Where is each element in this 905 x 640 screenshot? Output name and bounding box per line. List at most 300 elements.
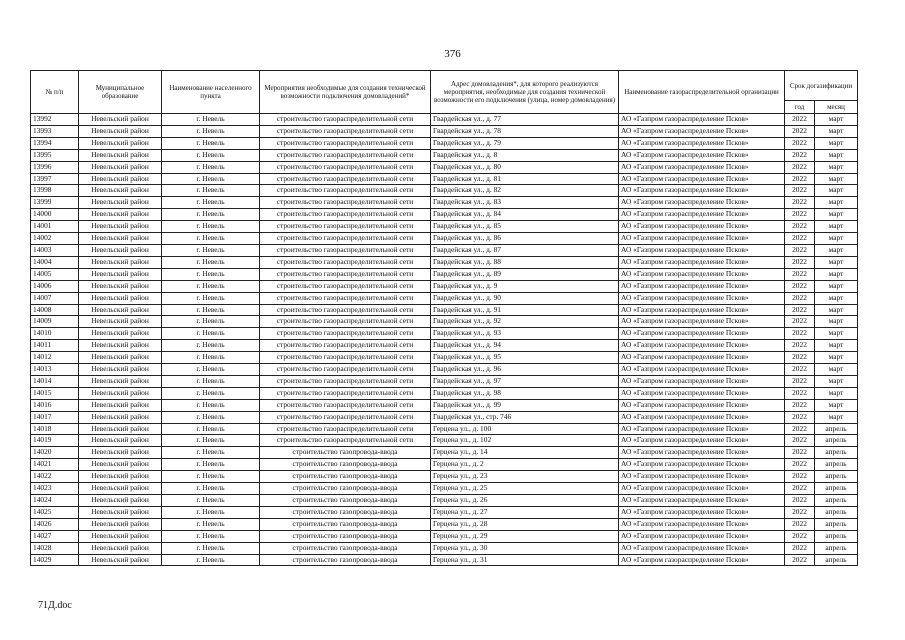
- table-row: [31, 149, 858, 161]
- cell-num: 13996: [31, 161, 79, 173]
- header-num: № п/п: [31, 71, 79, 114]
- cell-address: Гвардейская ул., д. 78: [431, 125, 619, 137]
- cell-locality: г. Невель: [162, 554, 260, 566]
- table-row: [31, 221, 858, 233]
- cell-activity: строительство газораспределительной сети: [260, 256, 431, 268]
- cell-address: Герцена ул., д. 102: [431, 435, 619, 447]
- cell-num: 14003: [31, 244, 79, 256]
- cell-municipality: Невельский район: [79, 209, 162, 221]
- header-locality: Наименование населенного пункта: [162, 71, 260, 114]
- cell-organization: АО «Газпром газораспределение Псков»: [619, 185, 785, 197]
- cell-municipality: Невельский район: [79, 530, 162, 542]
- cell-activity: строительство газораспределительной сети: [260, 352, 431, 364]
- cell-activity: строительство газораспределительной сети: [260, 375, 431, 387]
- cell-organization: АО «Газпром газораспределение Псков»: [619, 435, 785, 447]
- cell-address: Гвардейская ул., д. 79: [431, 137, 619, 149]
- cell-municipality: Невельский район: [79, 233, 162, 245]
- cell-num: 13997: [31, 173, 79, 185]
- table-row: [31, 185, 858, 197]
- cell-address: Герцена ул., д. 28: [431, 518, 619, 530]
- cell-num: 14002: [31, 233, 79, 245]
- cell-num: 14008: [31, 304, 79, 316]
- cell-activity: строительство газораспределительной сети: [260, 197, 431, 209]
- cell-num: 14025: [31, 506, 79, 518]
- table-row: [31, 173, 858, 185]
- gasification-table: [30, 70, 858, 566]
- cell-organization: АО «Газпром газораспределение Псков»: [619, 542, 785, 554]
- cell-municipality: Невельский район: [79, 304, 162, 316]
- header-municipality: Муниципальное образование: [79, 71, 162, 114]
- cell-num: 14014: [31, 375, 79, 387]
- cell-activity: строительство газораспределительной сети: [260, 423, 431, 435]
- cell-organization: АО «Газпром газораспределение Псков»: [619, 399, 785, 411]
- cell-municipality: Невельский район: [79, 471, 162, 483]
- cell-month: март: [815, 233, 858, 245]
- cell-year: 2022: [785, 506, 815, 518]
- cell-activity: строительство газораспределительной сети: [260, 137, 431, 149]
- cell-activity: строительство газораспределительной сети: [260, 435, 431, 447]
- cell-locality: г. Невель: [162, 292, 260, 304]
- cell-municipality: Невельский район: [79, 292, 162, 304]
- cell-activity: строительство газопровода-ввода: [260, 471, 431, 483]
- cell-address: Гвардейская ул., д. 94: [431, 340, 619, 352]
- cell-locality: г. Невель: [162, 125, 260, 137]
- cell-address: Гвардейская ул., д. 8: [431, 149, 619, 161]
- table-row: [31, 197, 858, 209]
- cell-month: март: [815, 292, 858, 304]
- cell-locality: г. Невель: [162, 471, 260, 483]
- cell-num: 14018: [31, 423, 79, 435]
- cell-year: 2022: [785, 292, 815, 304]
- cell-year: 2022: [785, 471, 815, 483]
- cell-num: 14019: [31, 435, 79, 447]
- table-row: [31, 411, 858, 423]
- cell-num: 14010: [31, 328, 79, 340]
- table-row: [31, 316, 858, 328]
- cell-locality: г. Невель: [162, 495, 260, 507]
- cell-address: Гвардейская ул., д. 97: [431, 375, 619, 387]
- cell-address: Герцена ул., д. 29: [431, 530, 619, 542]
- cell-year: 2022: [785, 197, 815, 209]
- cell-locality: г. Невель: [162, 304, 260, 316]
- cell-year: 2022: [785, 352, 815, 364]
- cell-num: 14020: [31, 447, 79, 459]
- cell-month: март: [815, 137, 858, 149]
- cell-address: Гвардейская ул., д. 85: [431, 221, 619, 233]
- table-row: [31, 447, 858, 459]
- cell-address: Гвардейская ул., д. 92: [431, 316, 619, 328]
- cell-address: Гвардейская ул., д. 98: [431, 387, 619, 399]
- cell-activity: строительство газопровода-ввода: [260, 554, 431, 566]
- cell-activity: строительство газопровода-ввода: [260, 483, 431, 495]
- table-row: [31, 399, 858, 411]
- cell-locality: г. Невель: [162, 340, 260, 352]
- cell-num: 14011: [31, 340, 79, 352]
- cell-locality: г. Невель: [162, 530, 260, 542]
- header-activity: Мероприятия необходимые для создания технической возможности подключения домовладений*: [260, 71, 431, 114]
- cell-address: Гвардейская ул., д. 93: [431, 328, 619, 340]
- table-row: [31, 530, 858, 542]
- cell-num: 14021: [31, 459, 79, 471]
- cell-municipality: Невельский район: [79, 125, 162, 137]
- cell-year: 2022: [785, 244, 815, 256]
- cell-activity: строительство газораспределительной сети: [260, 268, 431, 280]
- cell-municipality: Невельский район: [79, 387, 162, 399]
- cell-num: 13999: [31, 197, 79, 209]
- cell-municipality: Невельский район: [79, 340, 162, 352]
- cell-month: апрель: [815, 471, 858, 483]
- table-row: [31, 364, 858, 376]
- cell-num: 14027: [31, 530, 79, 542]
- cell-address: Гвардейская ул., стр. 746: [431, 411, 619, 423]
- cell-num: 14022: [31, 471, 79, 483]
- cell-year: 2022: [785, 221, 815, 233]
- cell-locality: г. Невель: [162, 447, 260, 459]
- table-header: [31, 71, 858, 114]
- cell-year: 2022: [785, 435, 815, 447]
- cell-locality: г. Невель: [162, 114, 260, 126]
- page-number: 376: [444, 48, 461, 60]
- cell-month: апрель: [815, 506, 858, 518]
- cell-organization: АО «Газпром газораспределение Псков»: [619, 518, 785, 530]
- cell-year: 2022: [785, 233, 815, 245]
- cell-month: март: [815, 399, 858, 411]
- cell-municipality: Невельский район: [79, 399, 162, 411]
- cell-month: март: [815, 185, 858, 197]
- cell-municipality: Невельский район: [79, 554, 162, 566]
- cell-activity: строительство газораспределительной сети: [260, 149, 431, 161]
- cell-month: март: [815, 316, 858, 328]
- cell-num: 14012: [31, 352, 79, 364]
- cell-municipality: Невельский район: [79, 197, 162, 209]
- cell-address: Гвардейская ул., д. 77: [431, 114, 619, 126]
- cell-year: 2022: [785, 173, 815, 185]
- cell-activity: строительство газопровода-ввода: [260, 518, 431, 530]
- cell-num: 14013: [31, 364, 79, 376]
- cell-year: 2022: [785, 542, 815, 554]
- cell-municipality: Невельский район: [79, 483, 162, 495]
- cell-activity: строительство газопровода-ввода: [260, 530, 431, 542]
- cell-num: 14015: [31, 387, 79, 399]
- cell-year: 2022: [785, 340, 815, 352]
- cell-activity: строительство газораспределительной сети: [260, 340, 431, 352]
- table-row: [31, 137, 858, 149]
- cell-num: 14001: [31, 221, 79, 233]
- cell-municipality: Невельский район: [79, 244, 162, 256]
- cell-month: март: [815, 256, 858, 268]
- cell-organization: АО «Газпром газораспределение Псков»: [619, 530, 785, 542]
- table-row: [31, 114, 858, 126]
- cell-municipality: Невельский район: [79, 459, 162, 471]
- footer-filename: 71Д.doc: [38, 600, 72, 611]
- cell-year: 2022: [785, 423, 815, 435]
- cell-organization: АО «Газпром газораспределение Псков»: [619, 483, 785, 495]
- cell-municipality: Невельский район: [79, 185, 162, 197]
- cell-month: март: [815, 268, 858, 280]
- cell-locality: г. Невель: [162, 268, 260, 280]
- cell-locality: г. Невель: [162, 435, 260, 447]
- cell-organization: АО «Газпром газораспределение Псков»: [619, 411, 785, 423]
- table-row: [31, 506, 858, 518]
- cell-month: март: [815, 352, 858, 364]
- cell-activity: строительство газораспределительной сети: [260, 221, 431, 233]
- cell-organization: АО «Газпром газораспределение Псков»: [619, 280, 785, 292]
- cell-locality: г. Невель: [162, 542, 260, 554]
- cell-address: Гвардейская ул., д. 90: [431, 292, 619, 304]
- cell-month: март: [815, 161, 858, 173]
- table-row: [31, 375, 858, 387]
- cell-organization: АО «Газпром газораспределение Псков»: [619, 316, 785, 328]
- cell-organization: АО «Газпром газораспределение Псков»: [619, 495, 785, 507]
- header-address: Адрес домовладения*, для которого реализуются мероприятия, необходимые для создания технической возможности его подключения (улица, номер домовладения): [431, 71, 619, 114]
- cell-month: март: [815, 364, 858, 376]
- cell-activity: строительство газопровода-ввода: [260, 506, 431, 518]
- cell-year: 2022: [785, 114, 815, 126]
- cell-organization: АО «Газпром газораспределение Псков»: [619, 304, 785, 316]
- cell-activity: строительство газораспределительной сети: [260, 399, 431, 411]
- cell-month: март: [815, 114, 858, 126]
- cell-locality: г. Невель: [162, 233, 260, 245]
- cell-organization: АО «Газпром газораспределение Псков»: [619, 471, 785, 483]
- cell-activity: строительство газораспределительной сети: [260, 364, 431, 376]
- cell-num: 14005: [31, 268, 79, 280]
- cell-year: 2022: [785, 125, 815, 137]
- cell-locality: г. Невель: [162, 185, 260, 197]
- cell-year: 2022: [785, 495, 815, 507]
- cell-year: 2022: [785, 554, 815, 566]
- cell-organization: АО «Газпром газораспределение Псков»: [619, 364, 785, 376]
- cell-municipality: Невельский район: [79, 280, 162, 292]
- cell-organization: АО «Газпром газораспределение Псков»: [619, 352, 785, 364]
- cell-year: 2022: [785, 364, 815, 376]
- table-row: [31, 209, 858, 221]
- cell-year: 2022: [785, 518, 815, 530]
- cell-year: 2022: [785, 399, 815, 411]
- cell-organization: АО «Газпром газораспределение Псков»: [619, 375, 785, 387]
- cell-activity: строительство газопровода-ввода: [260, 459, 431, 471]
- cell-address: Герцена ул., д. 100: [431, 423, 619, 435]
- cell-address: Гвардейская ул., д. 86: [431, 233, 619, 245]
- cell-month: апрель: [815, 554, 858, 566]
- cell-address: Герцена ул., д. 30: [431, 542, 619, 554]
- cell-municipality: Невельский район: [79, 506, 162, 518]
- cell-municipality: Невельский район: [79, 221, 162, 233]
- cell-month: март: [815, 340, 858, 352]
- table-row: [31, 304, 858, 316]
- cell-municipality: Невельский район: [79, 328, 162, 340]
- cell-month: апрель: [815, 483, 858, 495]
- cell-num: 14004: [31, 256, 79, 268]
- cell-month: март: [815, 197, 858, 209]
- cell-municipality: Невельский район: [79, 137, 162, 149]
- cell-activity: строительство газораспределительной сети: [260, 280, 431, 292]
- cell-organization: АО «Газпром газораспределение Псков»: [619, 197, 785, 209]
- cell-organization: АО «Газпром газораспределение Псков»: [619, 114, 785, 126]
- cell-organization: АО «Газпром газораспределение Псков»: [619, 149, 785, 161]
- cell-organization: АО «Газпром газораспределение Псков»: [619, 387, 785, 399]
- cell-address: Герцена ул., д. 23: [431, 471, 619, 483]
- cell-activity: строительство газораспределительной сети: [260, 125, 431, 137]
- cell-activity: строительство газораспределительной сети: [260, 233, 431, 245]
- cell-year: 2022: [785, 268, 815, 280]
- cell-month: апрель: [815, 447, 858, 459]
- table-row: [31, 268, 858, 280]
- cell-address: Гвардейская ул., д. 80: [431, 161, 619, 173]
- cell-activity: строительство газораспределительной сети: [260, 244, 431, 256]
- cell-num: 14024: [31, 495, 79, 507]
- cell-locality: г. Невель: [162, 399, 260, 411]
- cell-locality: г. Невель: [162, 173, 260, 185]
- header-term: Срок догазификации: [785, 71, 858, 101]
- cell-locality: г. Невель: [162, 244, 260, 256]
- cell-organization: АО «Газпром газораспределение Псков»: [619, 173, 785, 185]
- cell-locality: г. Невель: [162, 161, 260, 173]
- cell-address: Гвардейская ул., д. 82: [431, 185, 619, 197]
- cell-num: 14026: [31, 518, 79, 530]
- cell-month: март: [815, 387, 858, 399]
- cell-num: 14016: [31, 399, 79, 411]
- cell-address: Гвардейская ул., д. 95: [431, 352, 619, 364]
- cell-municipality: Невельский район: [79, 495, 162, 507]
- cell-locality: г. Невель: [162, 352, 260, 364]
- cell-year: 2022: [785, 459, 815, 471]
- cell-municipality: Невельский район: [79, 352, 162, 364]
- cell-month: март: [815, 280, 858, 292]
- cell-month: март: [815, 209, 858, 221]
- table-row: [31, 352, 858, 364]
- table-row: [31, 542, 858, 554]
- table-row: [31, 483, 858, 495]
- cell-activity: строительство газопровода-ввода: [260, 495, 431, 507]
- cell-activity: строительство газораспределительной сети: [260, 114, 431, 126]
- cell-locality: г. Невель: [162, 483, 260, 495]
- cell-locality: г. Невель: [162, 459, 260, 471]
- table-row: [31, 292, 858, 304]
- cell-address: Гвардейская ул., д. 99: [431, 399, 619, 411]
- table-row: [31, 125, 858, 137]
- cell-address: Герцена ул., д. 2: [431, 459, 619, 471]
- cell-locality: г. Невель: [162, 256, 260, 268]
- cell-activity: строительство газораспределительной сети: [260, 304, 431, 316]
- cell-address: Герцена ул., д. 31: [431, 554, 619, 566]
- cell-address: Гвардейская ул., д. 84: [431, 209, 619, 221]
- cell-activity: строительство газораспределительной сети: [260, 209, 431, 221]
- cell-year: 2022: [785, 280, 815, 292]
- cell-municipality: Невельский район: [79, 423, 162, 435]
- cell-municipality: Невельский район: [79, 316, 162, 328]
- header-organization: Наименование газораспределительной организации: [619, 71, 785, 114]
- cell-organization: АО «Газпром газораспределение Псков»: [619, 554, 785, 566]
- cell-year: 2022: [785, 411, 815, 423]
- cell-locality: г. Невель: [162, 197, 260, 209]
- cell-municipality: Невельский район: [79, 364, 162, 376]
- table-body: [31, 114, 858, 566]
- cell-organization: АО «Газпром газораспределение Псков»: [619, 125, 785, 137]
- cell-month: апрель: [815, 530, 858, 542]
- cell-municipality: Невельский район: [79, 447, 162, 459]
- table-row: [31, 280, 858, 292]
- cell-month: март: [815, 244, 858, 256]
- cell-locality: г. Невель: [162, 506, 260, 518]
- cell-num: 14000: [31, 209, 79, 221]
- cell-address: Гвардейская ул., д. 9: [431, 280, 619, 292]
- cell-year: 2022: [785, 256, 815, 268]
- cell-month: март: [815, 221, 858, 233]
- cell-month: апрель: [815, 435, 858, 447]
- cell-municipality: Невельский район: [79, 161, 162, 173]
- cell-locality: г. Невель: [162, 375, 260, 387]
- header-month: месяц: [815, 101, 858, 114]
- cell-activity: строительство газораспределительной сети: [260, 411, 431, 423]
- cell-organization: АО «Газпром газораспределение Псков»: [619, 447, 785, 459]
- cell-locality: г. Невель: [162, 387, 260, 399]
- cell-municipality: Невельский район: [79, 411, 162, 423]
- cell-activity: строительство газораспределительной сети: [260, 185, 431, 197]
- table-row: [31, 518, 858, 530]
- cell-address: Гвардейская ул., д. 89: [431, 268, 619, 280]
- table-row: [31, 244, 858, 256]
- cell-num: 13998: [31, 185, 79, 197]
- cell-month: апрель: [815, 495, 858, 507]
- cell-num: 14029: [31, 554, 79, 566]
- cell-organization: АО «Газпром газораспределение Псков»: [619, 292, 785, 304]
- cell-num: 14028: [31, 542, 79, 554]
- cell-activity: строительство газораспределительной сети: [260, 292, 431, 304]
- table-row: [31, 495, 858, 507]
- cell-address: Гвардейская ул., д. 83: [431, 197, 619, 209]
- cell-organization: АО «Газпром газораспределение Псков»: [619, 328, 785, 340]
- cell-locality: г. Невель: [162, 137, 260, 149]
- cell-month: апрель: [815, 518, 858, 530]
- cell-organization: АО «Газпром газораспределение Псков»: [619, 423, 785, 435]
- cell-year: 2022: [785, 447, 815, 459]
- cell-activity: строительство газораспределительной сети: [260, 387, 431, 399]
- cell-municipality: Невельский район: [79, 542, 162, 554]
- table-row: [31, 387, 858, 399]
- cell-activity: строительство газопровода-ввода: [260, 542, 431, 554]
- cell-locality: г. Невель: [162, 518, 260, 530]
- table-row: [31, 423, 858, 435]
- cell-address: Герцена ул., д. 27: [431, 506, 619, 518]
- cell-num: 13994: [31, 137, 79, 149]
- cell-locality: г. Невель: [162, 328, 260, 340]
- cell-num: 14023: [31, 483, 79, 495]
- cell-num: 14009: [31, 316, 79, 328]
- cell-month: март: [815, 149, 858, 161]
- cell-num: 13995: [31, 149, 79, 161]
- cell-municipality: Невельский район: [79, 375, 162, 387]
- table-row: [31, 340, 858, 352]
- cell-municipality: Невельский район: [79, 518, 162, 530]
- table-row: [31, 459, 858, 471]
- cell-month: март: [815, 125, 858, 137]
- cell-locality: г. Невель: [162, 221, 260, 233]
- cell-address: Гвардейская ул., д. 87: [431, 244, 619, 256]
- cell-month: март: [815, 304, 858, 316]
- cell-year: 2022: [785, 209, 815, 221]
- cell-year: 2022: [785, 530, 815, 542]
- table-row: [31, 435, 858, 447]
- cell-month: апрель: [815, 542, 858, 554]
- cell-year: 2022: [785, 149, 815, 161]
- cell-year: 2022: [785, 316, 815, 328]
- cell-year: 2022: [785, 137, 815, 149]
- cell-locality: г. Невель: [162, 423, 260, 435]
- cell-year: 2022: [785, 304, 815, 316]
- cell-address: Гвардейская ул., д. 91: [431, 304, 619, 316]
- cell-month: март: [815, 173, 858, 185]
- cell-organization: АО «Газпром газораспределение Псков»: [619, 161, 785, 173]
